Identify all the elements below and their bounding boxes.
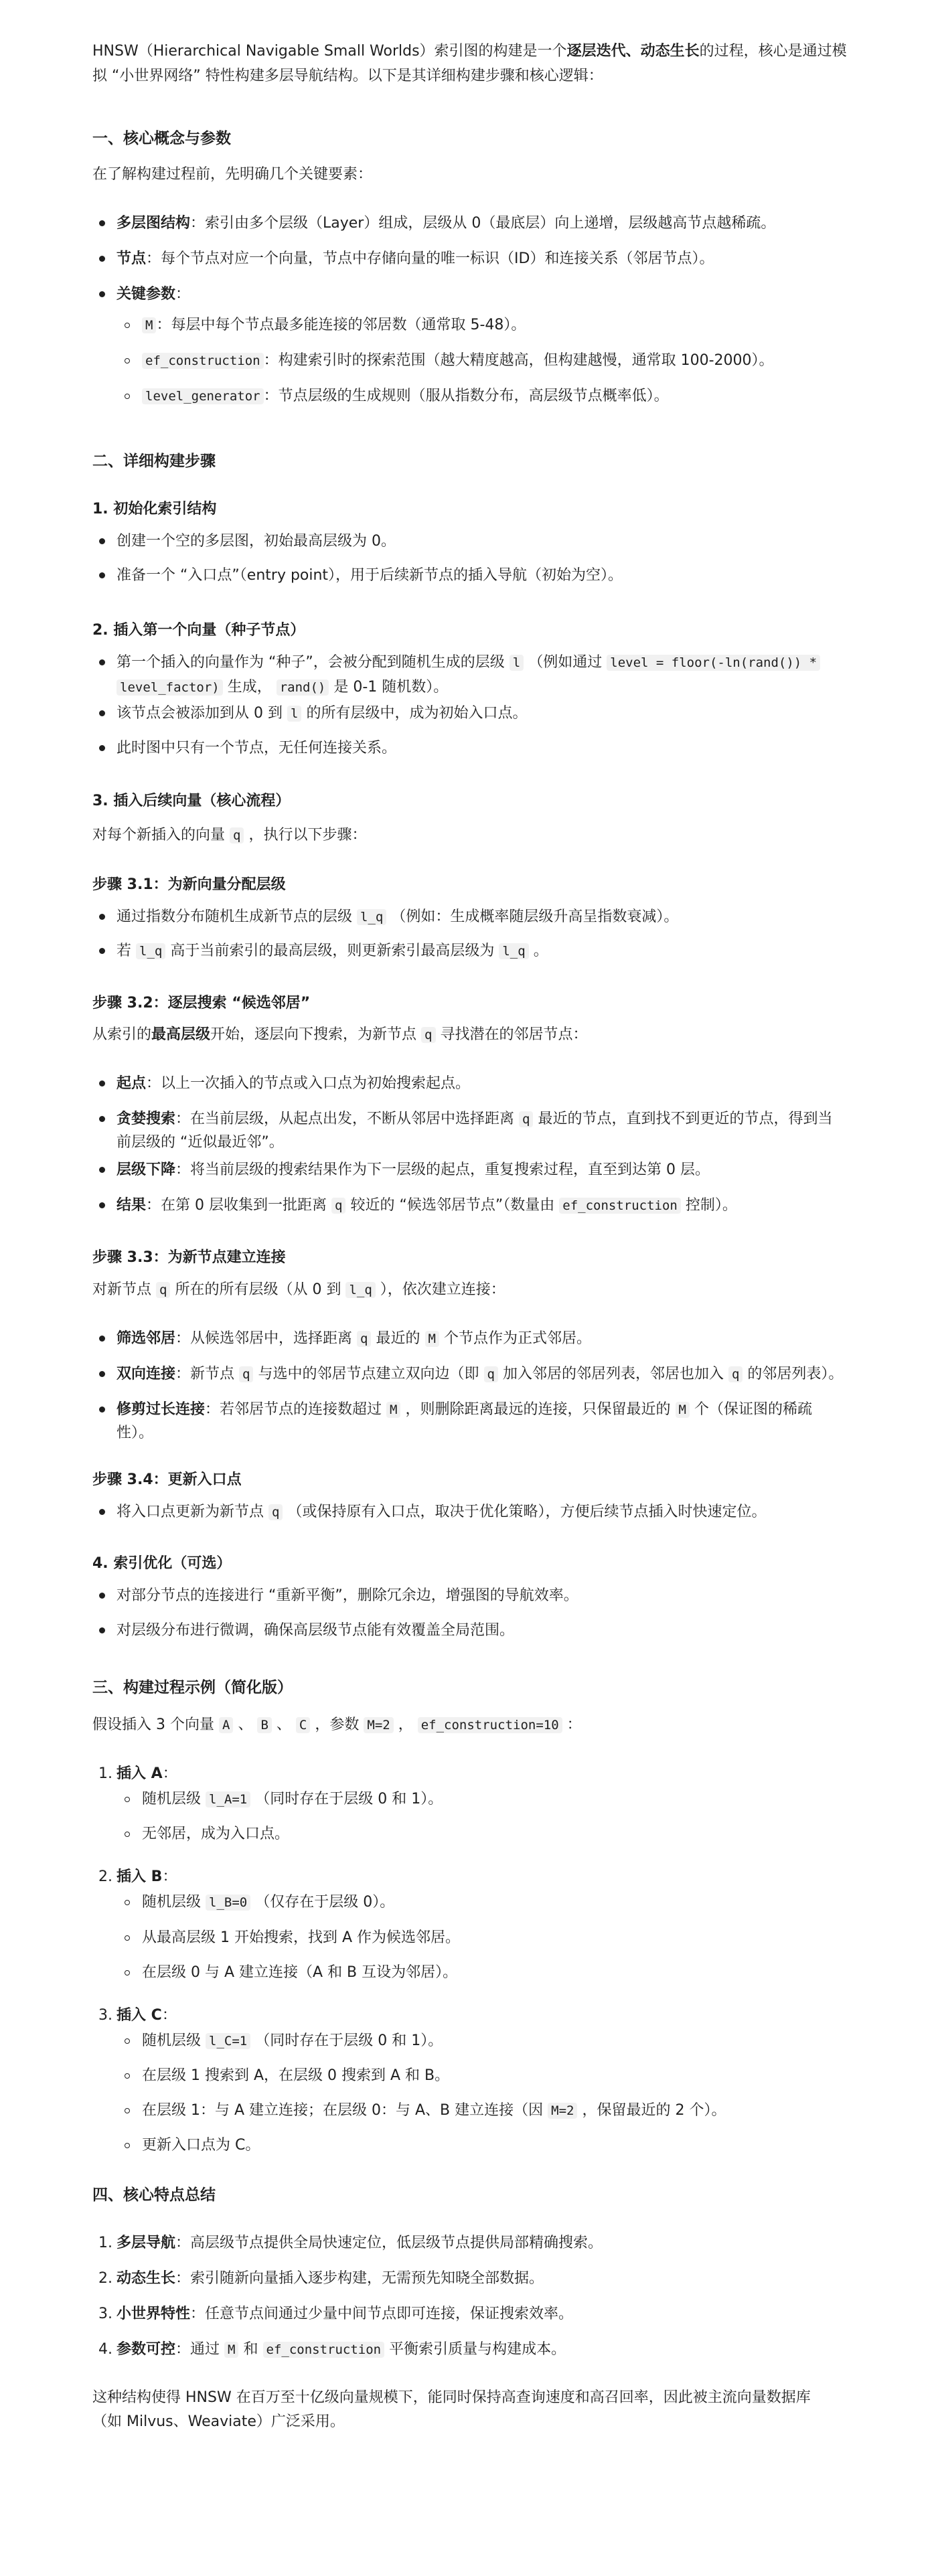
bullet-icon (99, 1116, 105, 1122)
list-item: 起点：以上一次插入的节点或入口点为初始搜索起点。 (116, 1075, 471, 1092)
list-item: 从最高层级 1 开始搜索，找到 A 作为候选邻居。 (142, 1929, 461, 1946)
list-item: 随机层级 l_C=1 （同时存在于层级 0 和 1）。 (142, 2032, 443, 2049)
list-item: 创建一个空的多层图，初始最高层级为 0。 (116, 533, 396, 550)
param-item-m: M ：每层中每个节点最多能连接的邻居数（通常取 5-48）。 (142, 314, 526, 337)
bullet-icon (99, 659, 105, 665)
section-2-heading: 二、详细构建步骤 (92, 453, 216, 470)
subheading-4: 4. 索引优化（可选） (92, 1555, 232, 1572)
circle-bullet-icon (125, 2073, 130, 2079)
bullet-icon (99, 914, 105, 920)
list-item: 关键参数： (116, 286, 191, 303)
list-item: 节点：每个节点对应一个向量，节点中存储向量的唯一标识（ID）和连接关系（邻居节点）。 (116, 250, 714, 267)
list-item: 无邻居，成为入口点。 (142, 1826, 290, 1842)
list-number: 1. (98, 1765, 112, 1782)
list-item: 第一个插入的向量作为 “种子”，会被分配到随机生成的层级 l （例如通过 level = floor(-ln(rand()) * (116, 651, 820, 674)
bullet-icon (99, 538, 105, 544)
outro-line-1: 这种结构使得 HNSW 在百万至十亿级向量规模下，能同时保持高查询速度和高召回率，因此被主流向量数据库 (92, 2389, 811, 2406)
bullet-icon (99, 1336, 105, 1342)
list-number: 1. (98, 2235, 112, 2251)
list-number: 3. (98, 2007, 112, 2024)
summary-item: 多层导航：高层级节点提供全局快速定位，低层级节点提供局部精确搜索。 (116, 2235, 603, 2251)
circle-bullet-icon (125, 1935, 130, 1941)
list-number: 4. (98, 2341, 112, 2358)
bullet-icon (99, 220, 105, 226)
list-item: 多层图结构：索引由多个层级（Layer）组成，层级从 0（最底层）向上递增，层级越高节点越稀疏。 (116, 215, 776, 232)
bullet-icon (99, 745, 105, 751)
param-item-level: level_generator ：节点层级的生成规则（服从指数分布，高层级节点概率低）。 (142, 385, 669, 408)
list-item: 结果：在第 0 层收集到一批距离 q 较近的 “候选邻居节点”（数量由 ef_construction 控制）。 (116, 1197, 737, 1214)
subheading-3: 3. 插入后续向量（核心流程） (92, 793, 291, 809)
list-item-continuation: level_factor) 生成， rand() 是 0-1 随机数）。 (116, 676, 448, 699)
circle-bullet-icon (125, 1832, 130, 1837)
intro-line-1: HNSW（Hierarchical Navigable Small Worlds）索引图的构建是一个逐层迭代、动态生长的过程，核心是通过模 (92, 43, 847, 60)
circle-bullet-icon (125, 358, 130, 364)
list-item: 修剪过长连接：若邻居节点的连接数超过 M ，则删除距离最远的连接，只保留最近的 M 个（保证图的稀疏 (116, 1401, 812, 1418)
circle-bullet-icon (125, 1797, 130, 1802)
section-3-heading: 三、构建过程示例（简化版） (92, 1679, 293, 1696)
example-item-c: 插入 C： (116, 2007, 177, 2024)
list-item: 在层级 1：与 A 建立连接；在层级 0：与 A、B 建立连接（因 M=2 ，保留最近的 2 个）。 (142, 2102, 726, 2119)
summary-item: 小世界特性：任意节点间通过少量中间节点即可连接，保证搜索效率。 (116, 2306, 574, 2322)
bullet-icon (99, 1202, 105, 1208)
bullet-icon (99, 1080, 105, 1086)
list-item: 在层级 0 与 A 建立连接（A 和 B 互设为邻居）。 (142, 1964, 458, 1981)
step-3-4-heading: 步骤 3.4：更新入口点 (92, 1471, 242, 1488)
bullet-icon (99, 1627, 105, 1633)
bullet-icon (99, 572, 105, 578)
bullet-icon (99, 1167, 105, 1173)
list-item: 更新入口点为 C。 (142, 2137, 260, 2154)
bullet-icon (99, 1371, 105, 1377)
list-item: 将入口点更新为新节点 q （或保持原有入口点，取决于优化策略），方便后续节点插入时快速定位。 (116, 1504, 767, 1520)
list-item: 筛选邻居：从候选邻居中，选择距离 q 最近的 M 个节点作为正式邻居。 (116, 1330, 591, 1347)
example-item-a: 插入 A： (116, 1765, 177, 1782)
summary-item: 参数可控：通过 M 和 ef_construction 平衡索引质量与构建成本。 (116, 2341, 566, 2358)
example-item-b: 插入 B： (116, 1868, 177, 1885)
step-3-3-heading: 步骤 3.3：为新节点建立连接 (92, 1249, 286, 1266)
list-item: 此时图中只有一个节点，无任何连接关系。 (116, 740, 397, 756)
list-item: 对层级分布进行微调，确保高层级节点能有效覆盖全局范围。 (116, 1622, 515, 1639)
list-item: 若 l_q 高于当前索引的最高层级，则更新索引最高层级为 l_q 。 (116, 943, 548, 959)
list-item: 准备一个 “入口点”（entry point），用于后续新节点的插入导航（初始为空）。 (116, 567, 623, 584)
circle-bullet-icon (125, 323, 130, 328)
list-item-continuation: 性）。 (116, 1425, 154, 1441)
outro-line-2: （如 Milvus、Weaviate）广泛采用。 (92, 2413, 345, 2430)
subheading-2: 2. 插入第一个向量（种子节点） (92, 622, 305, 639)
list-item: 层级下降：将当前层级的搜索结果作为下一层级的起点，重复搜索过程，直至到达第 0 层。 (116, 1161, 710, 1178)
list-number: 3. (98, 2306, 112, 2322)
subheading-1: 1. 初始化索引结构 (92, 501, 217, 517)
summary-item: 动态生长：索引随新向量插入逐步构建，无需预先知晓全部数据。 (116, 2270, 544, 2287)
list-item: 该节点会被添加到从 0 到 l 的所有层级中，成为初始入口点。 (116, 705, 528, 722)
step-3-2-lead: 从索引的最高层级开始，逐层向下搜索，为新节点 q 寻找潜在的邻居节点： (92, 1026, 588, 1043)
list-item: 通过指数分布随机生成新节点的层级 l_q （例如：生成概率随层级升高呈指数衰减）。 (116, 908, 679, 925)
bullet-icon (99, 948, 105, 954)
list-number: 2. (98, 2270, 112, 2287)
step-3-1-heading: 步骤 3.1：为新向量分配层级 (92, 876, 286, 893)
bullet-icon (99, 1593, 105, 1599)
list-number: 2. (98, 1868, 112, 1885)
list-item: 双向连接：新节点 q 与选中的邻居节点建立双向边（即 q 加入邻居的邻居列表，邻居也加入 q 的邻居列表）。 (116, 1366, 844, 1382)
list-item: 对部分节点的连接进行 “重新平衡”，删除冗余边，增强图的导航效率。 (116, 1587, 578, 1604)
bullet-icon (99, 291, 105, 297)
circle-bullet-icon (125, 1900, 130, 1905)
list-item-continuation: 前层级的 “近似最近邻”。 (116, 1134, 284, 1151)
step-3-2-heading: 步骤 3.2：逐层搜索 “候选邻居” (92, 995, 311, 1012)
list-item: 在层级 1 搜索到 A，在层级 0 搜索到 A 和 B。 (142, 2067, 450, 2084)
list-item: 贪婪搜索：在当前层级，从起点出发，不断从邻居中选择距离 q 最近的节点，直到找不到更近的节点，得到当 (116, 1111, 833, 1127)
section-1-lead: 在了解构建过程前，先明确几个关键要素： (92, 166, 373, 183)
bullet-icon (99, 1509, 105, 1515)
subheading-3-lead: 对每个新插入的向量 q ，执行以下步骤： (92, 827, 367, 843)
intro-line-2: 拟 “小世界网络” 特性构建多层导航结构。以下是其详细构建步骤和核心逻辑： (92, 68, 603, 84)
bullet-icon (99, 710, 105, 716)
list-item: 随机层级 l_A=1 （同时存在于层级 0 和 1）。 (142, 1791, 443, 1807)
bullet-icon (99, 256, 105, 262)
section-1-heading: 一、核心概念与参数 (92, 130, 231, 147)
circle-bullet-icon (125, 2143, 130, 2148)
circle-bullet-icon (125, 1970, 130, 1976)
section-4-heading: 四、核心特点总结 (92, 2186, 216, 2204)
section-3-lead: 假设插入 3 个向量 A 、 B 、 C ，参数 M=2 ， ef_construction=10 ： (92, 1716, 582, 1733)
list-item: 随机层级 l_B=0 （仅存在于层级 0）。 (142, 1894, 395, 1911)
param-item-ef: ef_construction ：构建索引时的探索范围（越大精度越高，但构建越慢，通常取 100-2000）。 (142, 349, 774, 372)
step-3-3-lead: 对新节点 q 所在的所有层级（从 0 到 l_q ），依次建立连接： (92, 1281, 505, 1298)
bullet-icon (99, 1406, 105, 1413)
circle-bullet-icon (125, 2108, 130, 2113)
circle-bullet-icon (125, 394, 130, 399)
circle-bullet-icon (125, 2038, 130, 2044)
